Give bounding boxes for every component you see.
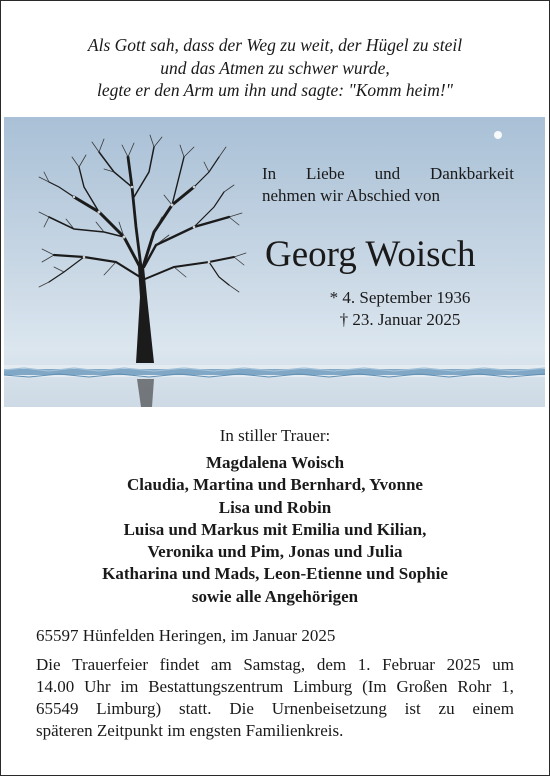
notice-last-line: späteren Zeitpunkt im engsten Familienkreis.: [36, 721, 344, 740]
notice-word: Uhr: [84, 677, 111, 696]
mourner-line: Lisa und Robin: [218, 497, 332, 517]
quote-line: und das Atmen zu schwer wurde,: [160, 57, 390, 78]
notice-word: Samstag,: [243, 655, 306, 674]
notice-line: [36, 698, 514, 720]
notice-word: zu: [438, 699, 455, 718]
intro-word: und: [374, 164, 401, 183]
intro-word: In: [262, 164, 277, 183]
farewell-intro: [262, 163, 514, 207]
mourner-line: Veronika und Pim, Jonas und Julia: [147, 542, 403, 562]
notice-word: einem: [472, 699, 514, 718]
notice-word: 2025: [446, 655, 481, 674]
notice-word: am: [210, 655, 232, 674]
notice-line: [36, 654, 514, 676]
death-date: † 23. Januar 2025: [339, 310, 461, 329]
notice-word: statt.: [178, 699, 212, 718]
notice-word: dem: [316, 655, 347, 674]
notice-word: Limburg): [96, 699, 162, 718]
notice-word: Die: [36, 655, 61, 674]
notice-word: 65549: [36, 699, 79, 718]
mourner-line: Luisa und Markus mit Emilia und Kilian,: [123, 519, 427, 539]
place-and-date: 65597 Hünfelden Heringen, im Januar 2025: [36, 626, 336, 645]
intro-word: Dankbarkeit: [429, 164, 514, 183]
quote-line: legte er den Arm um ihn und sagte: "Komm heim!": [96, 80, 454, 100]
notice-word: 1,: [501, 677, 514, 696]
intro-line-1: [262, 163, 514, 185]
mourner-line: sowie alle Angehörigen: [191, 586, 359, 606]
notice-word: Großen: [396, 677, 448, 696]
mourners-list: [0, 452, 550, 608]
notice-word: (Im: [362, 677, 387, 696]
intro-line-2: nehmen wir Abschied von: [262, 186, 440, 205]
notice-word: 1.: [357, 655, 371, 674]
notice-word: 14.00: [36, 677, 75, 696]
mourner-line: Katharina und Mads, Leon-Etienne und Sophie: [102, 564, 448, 584]
mourning-label: In stiller Trauer:: [219, 426, 331, 445]
funeral-notice: [36, 654, 514, 742]
notice-line: [36, 676, 514, 698]
notice-word: findet: [159, 655, 200, 674]
intro-word: Liebe: [306, 164, 345, 183]
notice-word: im: [120, 677, 139, 696]
notice-word: Februar: [382, 655, 435, 674]
notice-word: Trauerfeier: [72, 655, 149, 674]
notice-word: Bestattungszentrum: [148, 677, 284, 696]
mourner-line: Magdalena Woisch: [205, 453, 345, 472]
deceased-name: Georg Woisch: [265, 234, 476, 275]
notice-word: ist: [404, 699, 421, 718]
mourner-line: Claudia, Martina und Bernhard, Yvonne: [127, 475, 423, 495]
notice-word: Rohr: [457, 677, 492, 696]
birth-date: * 4. September 1936: [329, 288, 471, 307]
quote-block: [0, 34, 550, 102]
notice-word: Urnenbeisetzung: [271, 699, 387, 718]
notice-word: um: [492, 655, 514, 674]
life-dates: [300, 287, 500, 331]
notice-word: Die: [229, 699, 254, 718]
quote-line: Als Gott sah, dass der Weg zu weit, der Hügel zu steil: [87, 35, 463, 55]
notice-word: Limburg: [293, 677, 353, 696]
